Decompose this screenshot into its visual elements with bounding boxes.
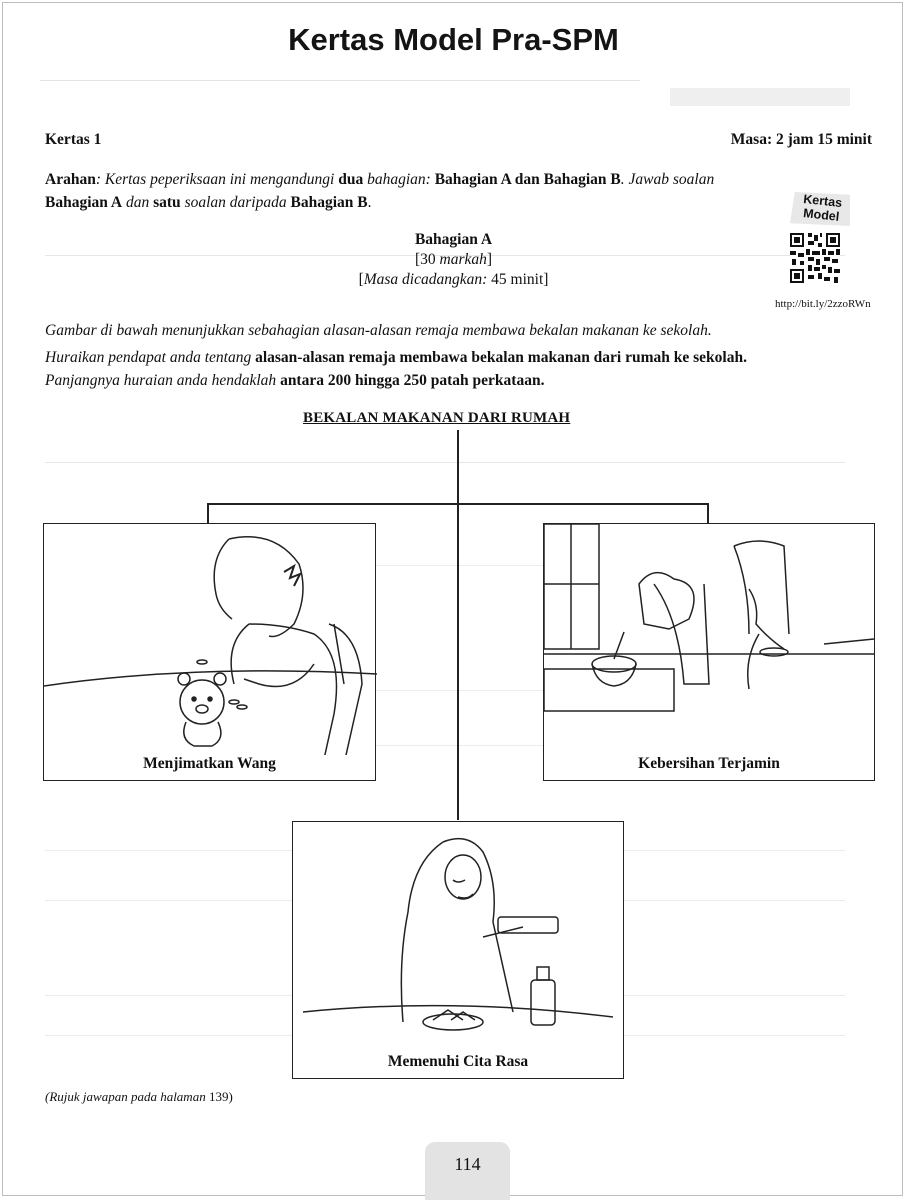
instructions-bold: Bahagian A	[45, 194, 123, 211]
section-marks	[0, 251, 907, 269]
instructions-text: dan	[122, 194, 154, 211]
panel-caption-left: Menjimatkan Wang	[44, 755, 375, 773]
instructions-bold: dua	[338, 171, 364, 188]
marks-word: markah	[439, 251, 487, 268]
girl-saving-money-illustration	[44, 524, 377, 782]
section-time	[0, 271, 907, 289]
badge-line-2: Model	[802, 206, 840, 224]
badge-label	[793, 191, 852, 225]
connector-left	[207, 503, 209, 524]
instructions-bold: Bahagian B	[290, 194, 368, 211]
question-intro: Gambar di bawah menunjukkan sebahagian alasan-alasan remaja membawa bekalan makanan ke sekolah.	[45, 322, 712, 339]
question-bold: antara 200 hingga 250 patah perkataan	[280, 372, 541, 389]
instructions-text: : Kertas peperiksaan ini mengandungi	[95, 171, 339, 188]
panel-menjimatkan-wang	[43, 523, 376, 781]
connector-trunk	[457, 430, 459, 820]
instructions-text: .	[367, 194, 372, 211]
question-text: .	[743, 349, 747, 366]
panel-caption-right: Kebersihan Terjamin	[544, 755, 874, 773]
diagram-heading: BEKALAN MAKANAN DARI RUMAH	[303, 410, 571, 426]
qr-link[interactable]: http://bit.ly/2zzoRWn	[775, 298, 871, 310]
paper-time: Masa: 2 jam 15 minit	[730, 131, 872, 148]
note-text: Rujuk jawapan pada halaman	[49, 1089, 206, 1104]
instructions-label: Arahan	[45, 171, 96, 188]
question-text: Panjangnya huraian anda hendaklah	[45, 372, 281, 389]
time-text: Masa dicadangkan:	[363, 271, 488, 288]
section-name: Bahagian A	[414, 231, 493, 248]
kertas-model-badge	[790, 192, 850, 230]
panel-memenuhi-cita-rasa	[292, 821, 624, 1079]
instructions-text: . Jawab soalan	[620, 171, 715, 188]
paper-name: Kertas 1	[45, 131, 102, 148]
question-body	[45, 346, 875, 392]
girl-with-lunchbox-illustration	[293, 822, 625, 1080]
instructions-bold: satu	[153, 194, 181, 211]
panel-caption-bottom: Memenuhi Cita Rasa	[293, 1053, 623, 1071]
badge-line-1: Kertas	[802, 192, 843, 211]
note-open: (	[45, 1089, 50, 1104]
instructions-text: bahagian:	[363, 171, 435, 188]
paper-info-row	[45, 131, 872, 149]
question-bold: alasan-alasan remaja membawa bekalan makanan dari rumah ke sekolah	[255, 349, 744, 366]
time-open: [	[358, 271, 364, 288]
instructions	[45, 168, 825, 214]
time-value: 45 minit]	[487, 271, 549, 288]
answer-reference-note	[45, 1089, 233, 1105]
marks-close: ]	[486, 251, 493, 268]
question-text: Huraikan pendapat anda tentang	[45, 349, 256, 366]
instructions-bold: Bahagian A dan Bahagian B	[434, 171, 621, 188]
note-page: 139)	[205, 1089, 233, 1104]
mother-cooking-illustration	[544, 524, 876, 782]
page-number: 114	[454, 1154, 481, 1174]
panel-kebersihan-terjamin	[543, 523, 875, 781]
connector-right	[707, 503, 709, 524]
question-text: .	[540, 372, 545, 389]
marks-number: [30	[414, 251, 440, 268]
connector-horizontal	[207, 503, 708, 505]
instructions-text: soalan daripada	[180, 194, 291, 211]
page-title: Kertas Model Pra-SPM	[288, 22, 619, 57]
